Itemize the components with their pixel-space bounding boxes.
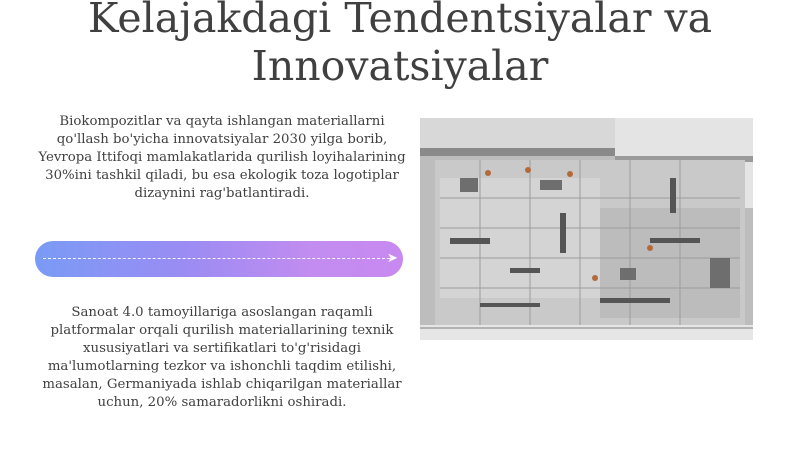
paragraph-industry-4: Sanoat 4.0 tamoyillariga asoslangan raqamli platformalar orqali qurilish materiallarining texnik xususiyatlari va sertifikatlari to'g'risidagi ma'lumotlarning tezkor va ishonchli taqdim etilishi, masalan, Germaniyada ishlab chiqarilgan materiallar uchun, 20% samaradorlikni oshiradi. [42,305,402,410]
construction-site-photo [420,118,753,340]
dashed-line [43,258,395,259]
slide-title: Kelajakdagi Tendentsiyalar va Innovatsiyalar [87,0,713,90]
arrow-right-icon: ➤ [387,251,398,266]
gradient-divider [35,241,403,277]
paragraph-biocomposites: Biokompozitlar va qayta ishlangan materiallarni qo'llash bo'yicha innovatsiyalar 2030 yilga borib, Yevropa Ittifoqi mamlakatlarida qurilish loyihalarining 30%ini tashkil qiladi, bu esa ekologik toza logotiplar dizaynini rag'batlantiradi. [38,114,406,201]
construction-site-aerial-photo [420,118,753,340]
